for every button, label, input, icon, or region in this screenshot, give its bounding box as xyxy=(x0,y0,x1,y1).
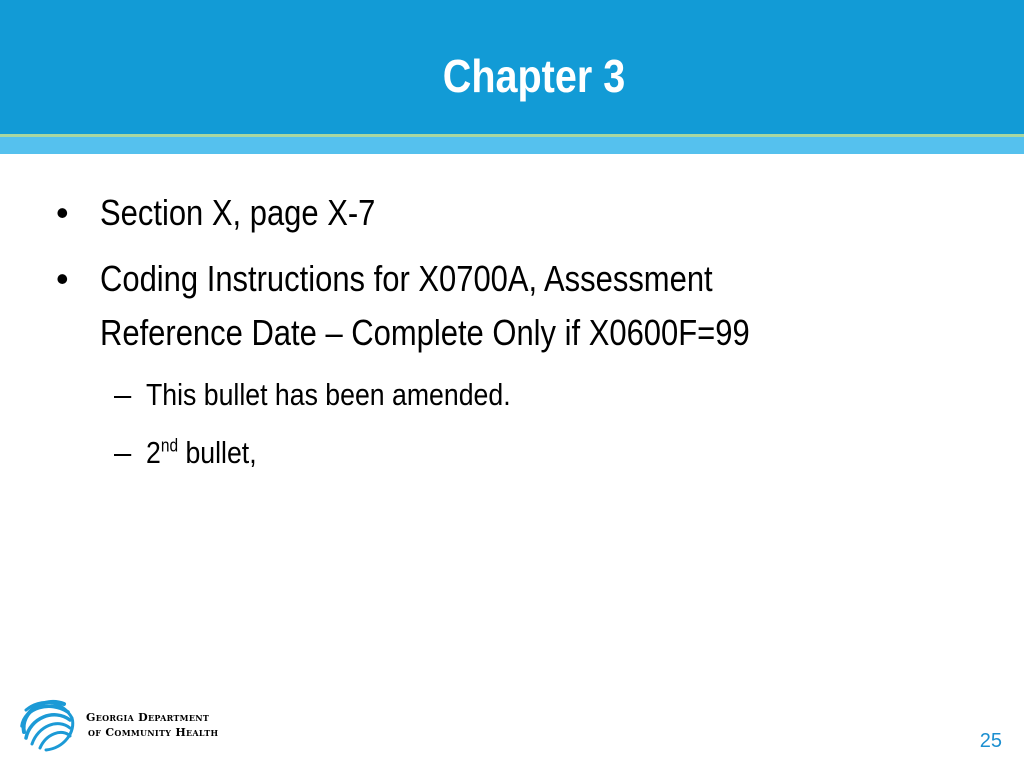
bullet-text: Coding Instructions for X0700A, Assessment xyxy=(100,258,713,299)
sub-bullet-text-suffix: bullet, xyxy=(178,435,257,470)
slide-title: Chapter 3 xyxy=(442,50,626,102)
logo-line-2: of Community Health xyxy=(88,726,219,739)
bullet-text: Section X, page X-7 xyxy=(100,192,376,233)
logo-wordmark xyxy=(86,710,218,740)
logo-line-1: Georgia Department xyxy=(86,711,210,724)
page-number: 25 xyxy=(979,730,1002,752)
sub-bullet-text: This bullet has been amended. xyxy=(146,377,511,412)
bullet-text: Reference Date – Complete Only if X0600F=99 xyxy=(100,312,750,353)
sub-bullet-text-prefix: 2 xyxy=(146,435,161,470)
ordinal-superscript: nd xyxy=(160,435,179,456)
sub-bullet-mark: – xyxy=(114,377,132,412)
bullet-mark: • xyxy=(56,192,69,233)
bullet-mark: • xyxy=(56,258,69,299)
organization-logo xyxy=(14,692,254,762)
sub-bullet-mark: – xyxy=(114,435,132,470)
globe-swoosh-icon xyxy=(14,692,78,756)
sub-bullet-text xyxy=(146,433,257,473)
